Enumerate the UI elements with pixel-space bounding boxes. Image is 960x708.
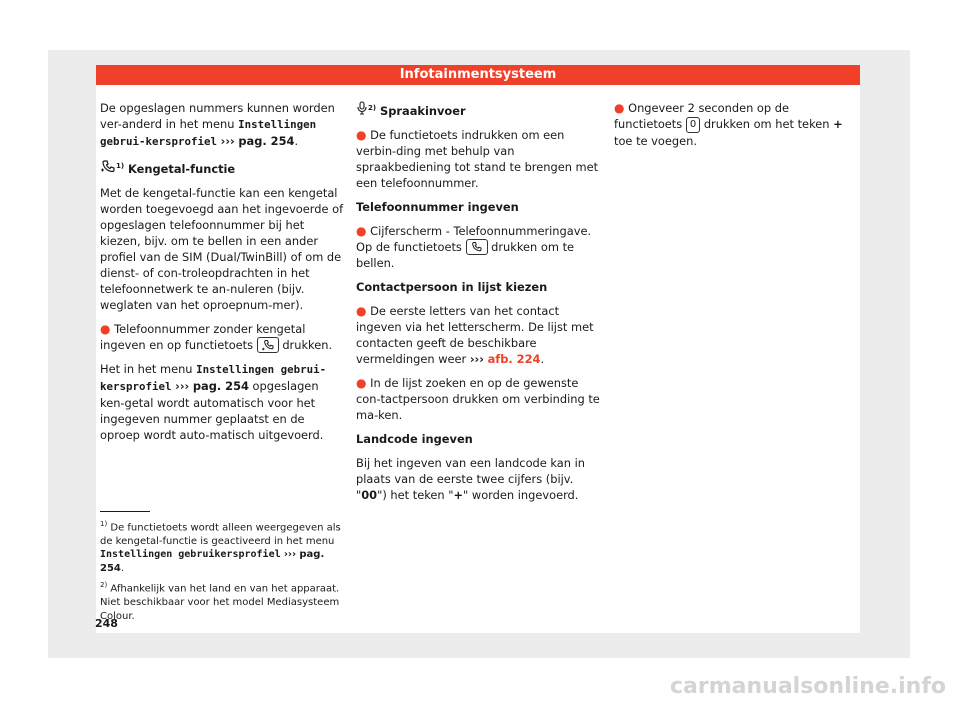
figure-link[interactable]: afb. 224: [487, 352, 541, 367]
section-heading: Telefoonnummer ingeven: [356, 199, 519, 214]
bullet-icon: ●: [356, 304, 367, 319]
paragraph: Bij het ingeven van een landcode kan in plaats van de eerste twee cijfers (bijv. "00") het teken "+" worden ingevoerd.: [356, 456, 585, 503]
watermark: carmanualsonline.info: [670, 674, 946, 699]
page-link[interactable]: pag. 254: [238, 134, 295, 148]
page-link[interactable]: pag. 254: [192, 379, 249, 394]
footnote: $^{2)}$ Afhankelijk van het land en van het apparaat. Niet beschikbaar voor het model Mediasysteem Colour.: [100, 581, 340, 622]
phone-key-icon: [466, 239, 488, 255]
page-number: 248: [95, 617, 118, 630]
zero-key: 0: [686, 117, 700, 133]
list-item: ● Cijferscherm - Telefoonnummeringave. Op de functietoets drukken om te bellen.: [356, 223, 592, 271]
bullet-icon: ●: [356, 223, 367, 238]
column-2: [356, 100, 601, 511]
page-header: Infotainmentsysteem: [96, 65, 860, 85]
list-item: ● De eerste letters van het contact ingeven via het letterscherm. De lijst met contacten geeft de beschikbare vermeldingen weer ››› afb. 224.: [356, 304, 594, 367]
section-heading: Landcode ingeven: [356, 432, 473, 447]
paragraph: Het in het menu Instellingen gebrui-kersprofiel ››› pag. 254 opgeslagen ken-getal wordt automatisch voor het ingegeven nummer geplaatst en de oproep wordt auto-matisch uitgevoerd.: [100, 362, 327, 443]
column-1: [100, 100, 345, 451]
section-heading: Contactpersoon in lijst kiezen: [356, 280, 548, 295]
bullet-icon: ●: [356, 376, 367, 391]
list-item: ● De functietoets indrukken om een verbin-ding met behulp van spraakbediening tot stand te brengen met een telefoonnummer.: [356, 127, 599, 190]
section-heading: $^{1)}$ Kengetal-functie: [100, 158, 345, 177]
paragraph: Met de kengetal-functie kan een kengetal worden toegevoegd aan het ingevoerde of opgeslagen telefoonnummer bij het kiezen, bijv. om te bellen in een ander profiel van de SIM (Dual/TwinBill) of om de dienst- of con-troleopdrachten in het telefoonnetwerk te an-nuleren (bijv. weglaten van het oproepnum-mer).: [100, 185, 344, 312]
bullet-icon: ●: [614, 101, 625, 115]
list-item: ● Telefoonnummer zonder kengetal ingeven en op functietoets drukken.: [100, 321, 333, 352]
page-link[interactable]: pag. 254: [100, 549, 325, 574]
section-heading: $^{2)}$ Spraakinvoer: [356, 100, 601, 119]
microphone-icon: [356, 104, 368, 118]
bullet-icon: ●: [100, 321, 111, 336]
paragraph: De opgeslagen nummers kunnen worden ver-anderd in het menu Instellingen gebrui-kersprofiel ››› pag. 254.: [100, 101, 335, 148]
footnote-divider: [100, 511, 150, 512]
footnote: $^{1)}$ De functietoets wordt alleen weergegeven als de kengetal-functie is geactiveerd in het menu Instellingen gebruikersprofiel ››› pag. 254.: [100, 520, 341, 574]
phone-plus-key-icon: [257, 337, 279, 353]
footnotes: [100, 518, 345, 627]
bullet-icon: ●: [356, 127, 367, 142]
list-item: ● Ongeveer 2 seconden op de functietoets 0 drukken om het teken + toe te voegen.: [614, 101, 843, 148]
list-item: ● In de lijst zoeken en op de gewenste con-tactpersoon drukken om verbinding te ma-ken.: [356, 376, 600, 423]
phone-plus-icon: [100, 162, 116, 176]
column-3: [614, 100, 854, 157]
